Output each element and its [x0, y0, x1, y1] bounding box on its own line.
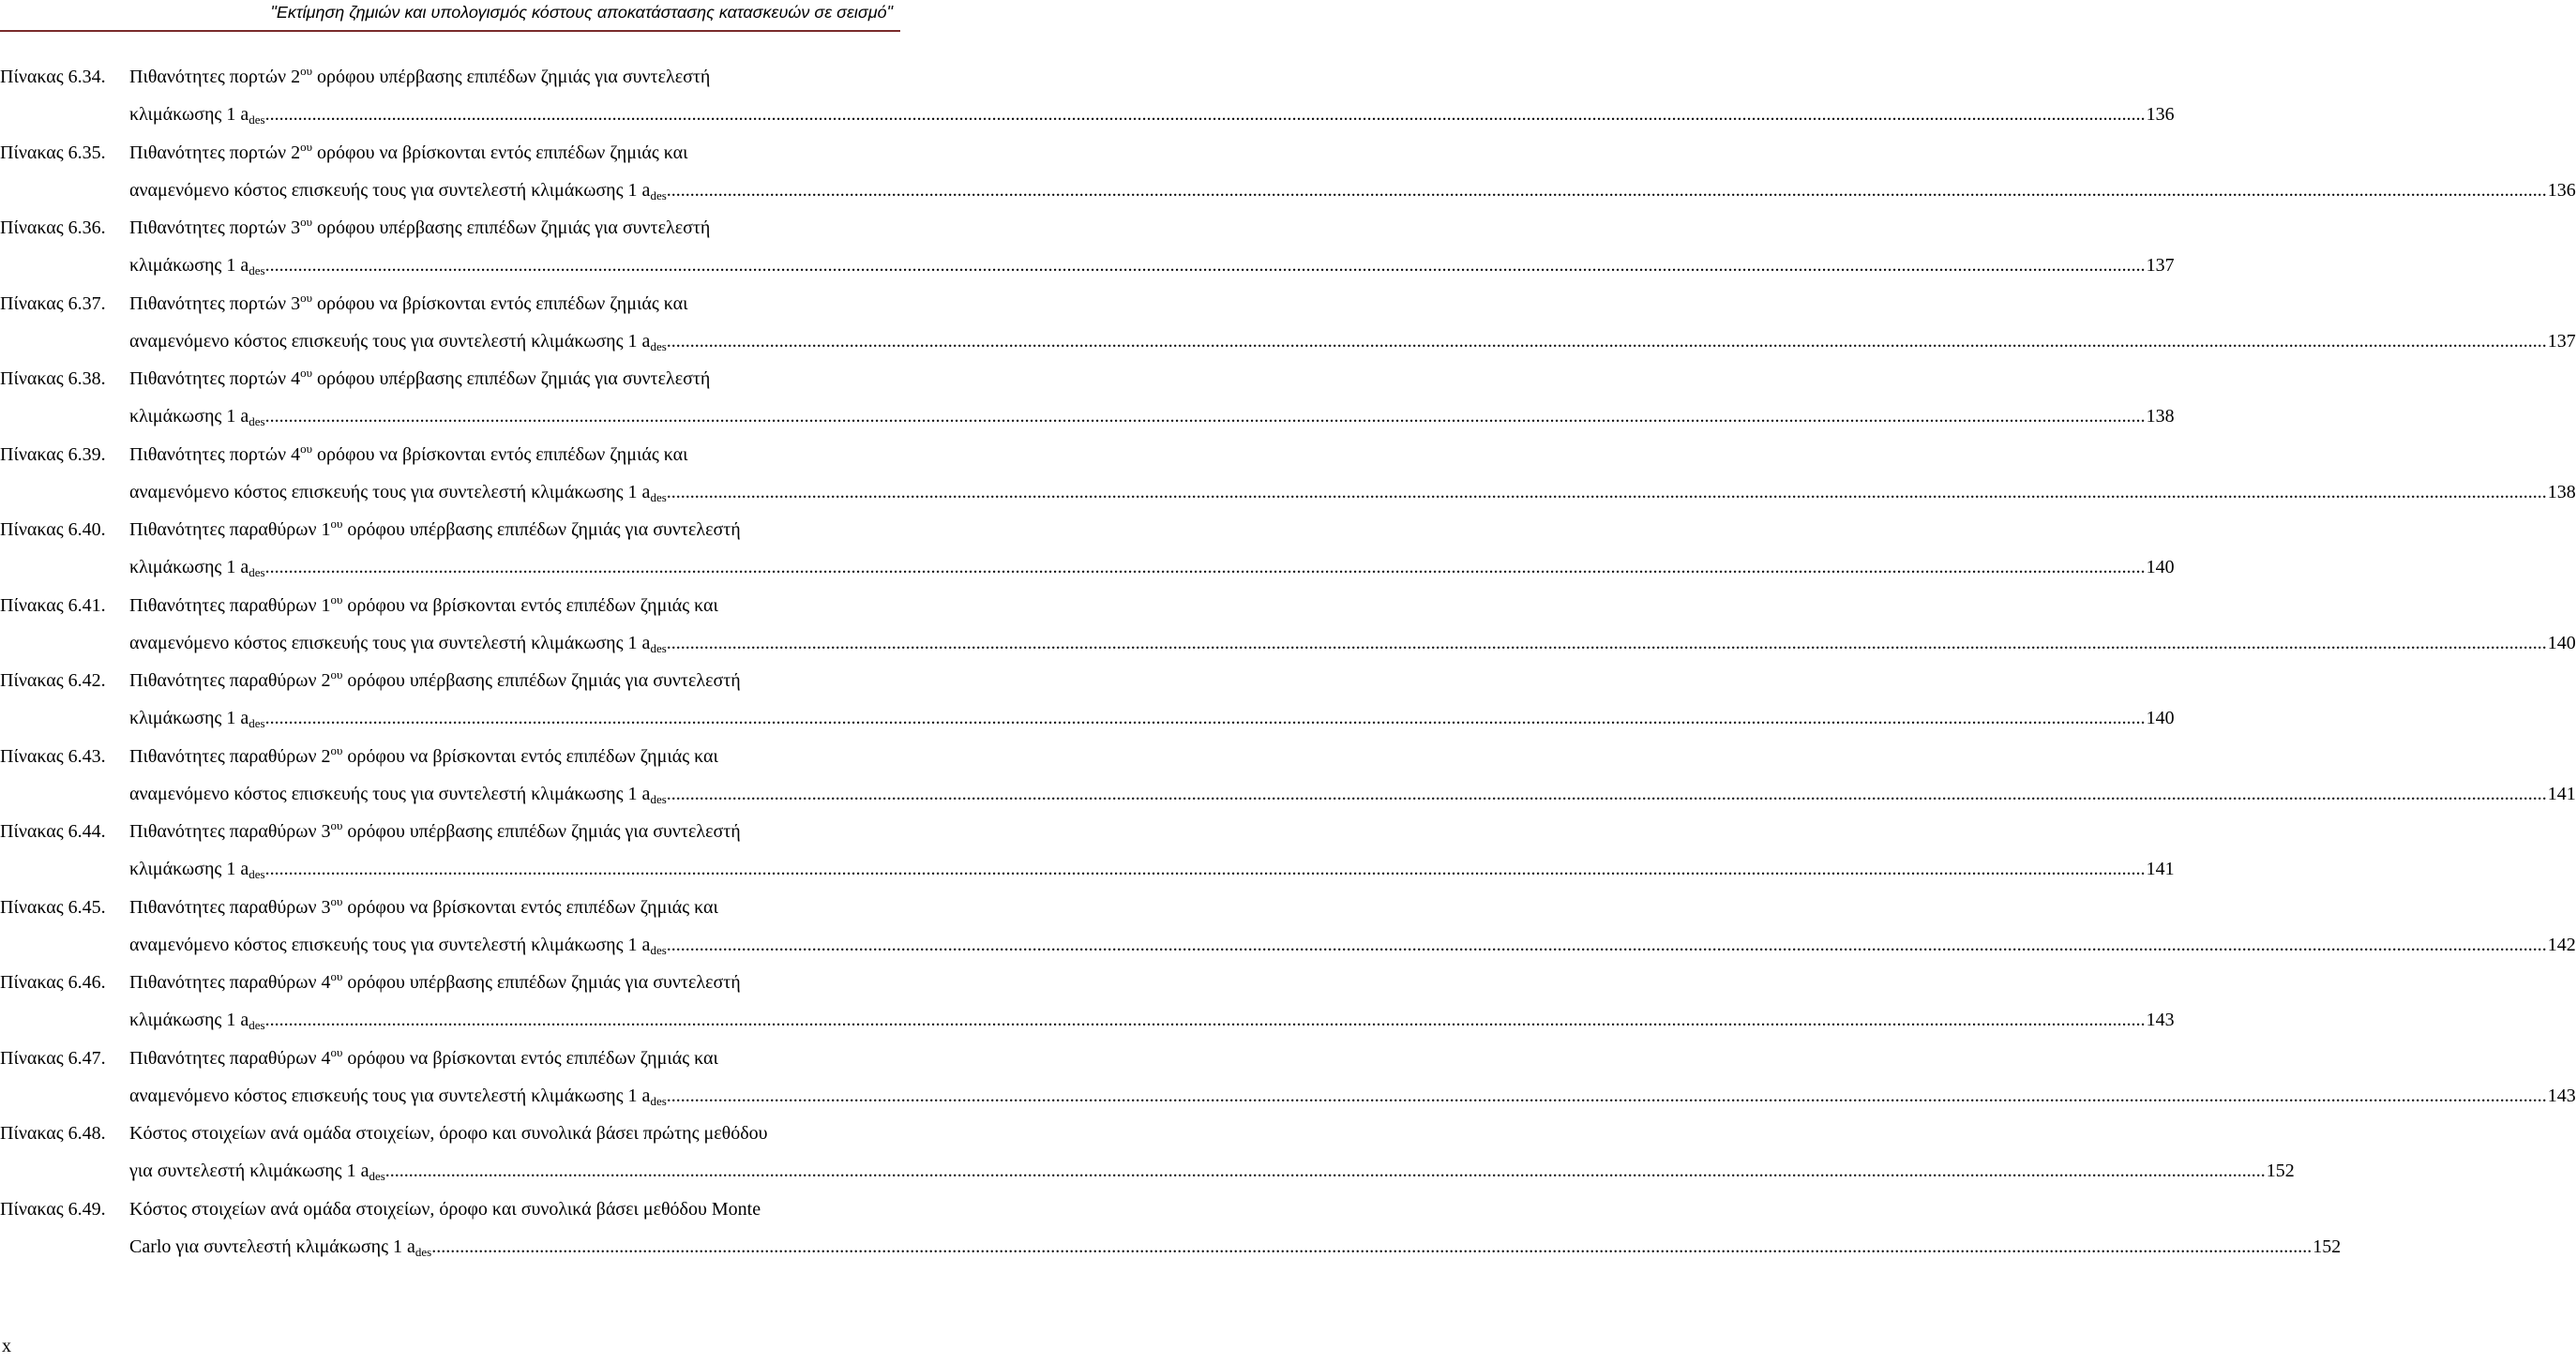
caption-text-cont: ορόφου υπέρβασης επιπέδων ζημιάς για συντελεστή [312, 368, 711, 389]
caption-text-line2: αναμενόμενο κόστος επισκευής τους για συντελεστή κλιμάκωσης 1 a [129, 783, 651, 804]
caption-period: . [431, 1236, 437, 1257]
dot-leader: ................................................................................................................................................................................................................................................................................................................................................................................................................ [389, 1161, 2266, 1181]
toc-entry[interactable] [0, 285, 2576, 361]
table-label: Πίνακας 6.35. [0, 142, 106, 163]
toc-entry[interactable] [0, 813, 2175, 889]
caption-text: Πιθανότητες πορτών 4 [129, 443, 301, 465]
caption-continuation [129, 96, 270, 133]
toc-entry-first-line [0, 813, 741, 850]
caption-text-cont: ορόφου υπέρβασης επιπέδων ζημιάς για συντελεστή [342, 821, 741, 842]
toc-entry[interactable] [0, 964, 2175, 1040]
caption-text: Πιθανότητες πορτών 3 [129, 217, 301, 238]
caption-continuation [129, 322, 671, 360]
table-label: Πίνακας 6.47. [0, 1047, 106, 1069]
toc-entry-second-line [129, 548, 2175, 586]
ordinal-superscript: ου [300, 366, 313, 380]
toc-entry-first-line [0, 285, 688, 322]
page-reference: 143 [2547, 1085, 2576, 1106]
caption-text: Πιθανότητες πορτών 3 [129, 292, 301, 314]
caption-text-cont: ορόφου υπέρβασης επιπέδων ζημιάς για συντελεστή [312, 67, 711, 87]
caption-text-line2: κλιμάκωσης 1 a [129, 708, 249, 728]
dot-leader: ................................................................................................................................................................................................................................................................................................................................................................................................................ [269, 104, 2146, 125]
ordinal-superscript: ου [300, 139, 313, 154]
subscript-des: des [249, 112, 265, 127]
toc-entry-second-line [129, 926, 2576, 964]
toc-entry-second-line [129, 1152, 2295, 1190]
toc-entry-second-line [129, 247, 2175, 284]
ordinal-superscript: ου [330, 1044, 343, 1059]
table-label: Πίνακας 6.37. [0, 292, 106, 314]
toc-entry-first-line [0, 1191, 761, 1228]
ordinal-superscript: ου [300, 64, 313, 78]
page-reference: 136 [2146, 104, 2175, 125]
subscript-des: des [369, 1169, 385, 1183]
caption-period: . [666, 330, 671, 352]
caption-text-line2: Carlo για συντελεστή κλιμάκωσης 1 a [129, 1236, 415, 1257]
ordinal-superscript: ου [330, 742, 343, 757]
dot-leader: ................................................................................................................................................................................................................................................................................................................................................................................................................ [269, 1010, 2146, 1030]
caption-period: . [264, 1010, 270, 1030]
dot-leader: ................................................................................................................................................................................................................................................................................................................................................................................................................ [269, 859, 2146, 879]
toc-entry-first-line [0, 738, 718, 775]
toc-entry-second-line [129, 1077, 2576, 1115]
caption-period: . [264, 708, 270, 728]
caption-text-cont: ορόφου υπέρβασης επιπέδων ζημιάς για συντελεστή [342, 670, 741, 691]
caption-text: Κόστος στοιχείων ανά ομάδα στοιχείων, όροφο και συνολικά βάσει μεθόδου Monte [129, 1198, 761, 1220]
subscript-des: des [249, 565, 265, 579]
subscript-des: des [249, 1018, 265, 1032]
toc-entry-first-line [0, 209, 710, 247]
table-label: Πίνακας 6.41. [0, 594, 106, 616]
caption-period: . [666, 481, 671, 502]
toc-entry[interactable] [0, 436, 2576, 512]
toc-entry-second-line [129, 473, 2576, 511]
toc-entry-first-line [0, 134, 688, 172]
subscript-des: des [249, 867, 265, 881]
caption-continuation [129, 397, 270, 435]
toc-entry[interactable] [0, 511, 2175, 587]
toc-entry[interactable] [0, 58, 2175, 134]
toc-entry-second-line [129, 96, 2175, 133]
toc-entry-second-line [129, 1001, 2175, 1039]
subscript-des: des [414, 1244, 432, 1259]
toc-entry-first-line [0, 58, 710, 96]
page-reference: 140 [2146, 708, 2175, 728]
table-label: Πίνακας 6.38. [0, 368, 106, 389]
toc-entry[interactable] [0, 1040, 2576, 1116]
dot-leader: ................................................................................................................................................................................................................................................................................................................................................................................................................ [269, 255, 2146, 276]
toc-entry-first-line [0, 587, 718, 624]
ordinal-superscript: ου [330, 818, 343, 832]
caption-continuation [129, 1001, 270, 1039]
dot-leader: ................................................................................................................................................................................................................................................................................................................................................................................................................ [670, 783, 2547, 804]
caption-text-cont: ορόφου υπέρβασης επιπέδων ζημιάς για συντελεστή [342, 519, 741, 540]
dot-leader: ................................................................................................................................................................................................................................................................................................................................................................................................................ [436, 1236, 2312, 1257]
caption-text-cont: ορόφου να βρίσκονται εντός επιπέδων ζημιάς και [342, 594, 718, 616]
toc-entry-second-line [129, 397, 2175, 435]
toc-entry-first-line [0, 1040, 718, 1077]
page-reference: 137 [2547, 330, 2576, 352]
caption-text: Κόστος στοιχείων ανά ομάδα στοιχείων, όροφο και συνολικά βάσει πρώτης μεθόδου [129, 1123, 768, 1144]
table-label: Πίνακας 6.45. [0, 896, 106, 918]
table-label: Πίνακας 6.49. [0, 1198, 106, 1220]
ordinal-superscript: ου [300, 215, 313, 229]
caption-period: . [666, 783, 671, 804]
toc-entry-first-line [0, 360, 710, 397]
caption-period: . [666, 632, 671, 653]
dot-leader: ................................................................................................................................................................................................................................................................................................................................................................................................................ [269, 557, 2146, 577]
caption-text-line2: κλιμάκωσης 1 a [129, 557, 249, 577]
toc-entry[interactable] [0, 662, 2175, 738]
toc-entry-second-line [129, 624, 2576, 662]
toc-entry-first-line [0, 436, 688, 473]
caption-text-cont: ορόφου υπέρβασης επιπέδων ζημιάς για συντελεστή [312, 217, 711, 238]
table-label: Πίνακας 6.48. [0, 1123, 106, 1144]
toc-entry[interactable] [0, 1115, 2295, 1191]
toc-entry[interactable] [0, 209, 2175, 285]
caption-continuation [129, 699, 270, 737]
toc-entry-first-line [0, 511, 741, 548]
caption-continuation [129, 1228, 436, 1266]
toc-entry[interactable] [0, 587, 2576, 663]
caption-continuation [129, 624, 671, 662]
toc-entry[interactable] [0, 360, 2175, 436]
subscript-des: des [650, 489, 667, 504]
toc-entry[interactable] [0, 1191, 2342, 1266]
caption-continuation [129, 775, 671, 813]
caption-continuation [129, 247, 270, 284]
caption-text: Πιθανότητες παραθύρων 1 [129, 519, 331, 540]
dot-leader: ................................................................................................................................................................................................................................................................................................................................................................................................................ [670, 632, 2547, 653]
ordinal-superscript: ου [330, 517, 343, 531]
caption-text: Πιθανότητες παραθύρων 3 [129, 896, 331, 918]
page-reference: 140 [2547, 632, 2576, 653]
toc-entry-first-line [0, 662, 741, 699]
header-rule [0, 30, 900, 32]
caption-text: Πιθανότητες παραθύρων 4 [129, 1047, 331, 1069]
running-header: "Εκτίμηση ζημιών και υπολογισμός κόστους αποκατάστασης κατασκευών σε σεισμό" [270, 3, 893, 22]
toc-entry-second-line [129, 1228, 2342, 1266]
ordinal-superscript: ου [330, 592, 343, 607]
caption-period: . [384, 1161, 390, 1181]
caption-period: . [264, 406, 270, 427]
page-reference: 137 [2146, 255, 2175, 276]
subscript-des: des [650, 1093, 667, 1108]
ordinal-superscript: ου [330, 893, 343, 908]
page-reference: 142 [2547, 934, 2576, 955]
subscript-des: des [650, 791, 667, 806]
page-reference: 141 [2547, 783, 2576, 804]
dot-leader: ................................................................................................................................................................................................................................................................................................................................................................................................................ [670, 934, 2547, 955]
table-label: Πίνακας 6.42. [0, 670, 106, 691]
dot-leader: ................................................................................................................................................................................................................................................................................................................................................................................................................ [670, 481, 2547, 502]
caption-text-line2: αναμενόμενο κόστος επισκευής τους για συντελεστή κλιμάκωσης 1 a [129, 632, 651, 653]
caption-text-line2: κλιμάκωσης 1 a [129, 255, 249, 276]
table-label: Πίνακας 6.36. [0, 217, 106, 238]
caption-text-line2: για συντελεστή κλιμάκωσης 1 a [129, 1161, 369, 1181]
toc-entry-first-line [0, 964, 741, 1001]
caption-period: . [264, 255, 270, 276]
page-reference: 138 [2547, 481, 2576, 502]
page-reference: 136 [2547, 179, 2576, 201]
subscript-des: des [650, 187, 667, 202]
page-reference: 152 [2312, 1236, 2342, 1257]
ordinal-superscript: ου [330, 667, 343, 682]
caption-text-cont: ορόφου υπέρβασης επιπέδων ζημιάς για συντελεστή [342, 972, 741, 993]
table-label: Πίνακας 6.43. [0, 745, 106, 767]
caption-continuation [129, 172, 671, 209]
toc-entry-second-line [129, 322, 2576, 360]
caption-text-line2: αναμενόμενο κόστος επισκευής τους για συντελεστή κλιμάκωσης 1 a [129, 179, 651, 201]
subscript-des: des [249, 263, 265, 277]
page-number: x [2, 1336, 11, 1356]
caption-text-cont: ορόφου να βρίσκονται εντός επιπέδων ζημιάς και [342, 745, 718, 767]
caption-text: Πιθανότητες πορτών 2 [129, 67, 301, 87]
table-label: Πίνακας 6.34. [0, 67, 106, 87]
subscript-des: des [249, 716, 265, 730]
caption-text: Πιθανότητες παραθύρων 3 [129, 821, 331, 842]
caption-period: . [264, 557, 270, 577]
caption-period: . [264, 104, 270, 125]
caption-continuation [129, 1152, 390, 1190]
caption-text-line2: αναμενόμενο κόστος επισκευής τους για συντελεστή κλιμάκωσης 1 a [129, 481, 651, 502]
toc-entry-first-line [0, 1115, 768, 1152]
caption-continuation [129, 473, 671, 511]
caption-text: Πιθανότητες παραθύρων 4 [129, 972, 331, 993]
caption-text-line2: κλιμάκωσης 1 a [129, 104, 249, 125]
table-label: Πίνακας 6.39. [0, 443, 106, 465]
toc-entry-second-line [129, 699, 2175, 737]
caption-continuation [129, 1077, 671, 1115]
dot-leader: ................................................................................................................................................................................................................................................................................................................................................................................................................ [670, 330, 2547, 352]
toc-entry-first-line [0, 889, 718, 926]
subscript-des: des [249, 414, 265, 428]
caption-text: Πιθανότητες παραθύρων 1 [129, 594, 331, 616]
caption-text-cont: ορόφου να βρίσκονται εντός επιπέδων ζημιάς και [342, 1047, 718, 1069]
caption-period: . [666, 179, 671, 201]
subscript-des: des [650, 942, 667, 957]
toc-entry-second-line [129, 850, 2175, 888]
caption-continuation [129, 548, 270, 586]
caption-continuation [129, 850, 270, 888]
caption-period: . [264, 859, 270, 879]
caption-text: Πιθανότητες παραθύρων 2 [129, 745, 331, 767]
caption-text-line2: κλιμάκωσης 1 a [129, 859, 249, 879]
table-label: Πίνακας 6.46. [0, 972, 106, 993]
caption-text-line2: κλιμάκωσης 1 a [129, 1010, 249, 1030]
caption-text-line2: αναμενόμενο κόστος επισκευής τους για συντελεστή κλιμάκωσης 1 a [129, 1085, 651, 1106]
caption-text-line2: αναμενόμενο κόστος επισκευής τους για συντελεστή κλιμάκωσης 1 a [129, 330, 651, 352]
caption-text-line2: κλιμάκωσης 1 a [129, 406, 249, 427]
table-label: Πίνακας 6.40. [0, 519, 106, 540]
dot-leader: ................................................................................................................................................................................................................................................................................................................................................................................................................ [269, 708, 2146, 728]
subscript-des: des [650, 338, 667, 353]
caption-text: Πιθανότητες πορτών 4 [129, 368, 301, 389]
page-reference: 141 [2146, 859, 2175, 879]
ordinal-superscript: ου [300, 441, 313, 456]
ordinal-superscript: ου [330, 969, 343, 983]
caption-text-line2: αναμενόμενο κόστος επισκευής τους για συντελεστή κλιμάκωσης 1 a [129, 934, 651, 955]
page-reference: 140 [2146, 557, 2175, 577]
toc-entry[interactable] [0, 889, 2576, 965]
dot-leader: ................................................................................................................................................................................................................................................................................................................................................................................................................ [269, 406, 2146, 427]
caption-text-cont: ορόφου να βρίσκονται εντός επιπέδων ζημιάς και [312, 292, 688, 314]
caption-period: . [666, 1085, 671, 1106]
subscript-des: des [650, 640, 667, 655]
toc-entry[interactable] [0, 738, 2576, 814]
caption-text-cont: ορόφου να βρίσκονται εντός επιπέδων ζημιάς και [312, 443, 688, 465]
dot-leader: ................................................................................................................................................................................................................................................................................................................................................................................................................ [670, 1085, 2547, 1106]
page-reference: 152 [2266, 1161, 2295, 1181]
ordinal-superscript: ου [300, 290, 313, 305]
toc-entry-second-line [129, 172, 2576, 209]
caption-period: . [666, 934, 671, 955]
caption-text: Πιθανότητες πορτών 2 [129, 142, 301, 163]
table-label: Πίνακας 6.44. [0, 821, 106, 842]
list-of-tables [0, 58, 2576, 1266]
caption-text: Πιθανότητες παραθύρων 2 [129, 670, 331, 691]
toc-entry-second-line [129, 775, 2576, 813]
dot-leader: ................................................................................................................................................................................................................................................................................................................................................................................................................ [670, 179, 2547, 201]
toc-entry[interactable] [0, 134, 2576, 210]
caption-text-cont: ορόφου να βρίσκονται εντός επιπέδων ζημιάς και [342, 896, 718, 918]
caption-continuation [129, 926, 671, 964]
page-reference: 143 [2146, 1010, 2175, 1030]
page-reference: 138 [2146, 406, 2175, 427]
caption-text-cont: ορόφου να βρίσκονται εντός επιπέδων ζημιάς και [312, 142, 688, 163]
